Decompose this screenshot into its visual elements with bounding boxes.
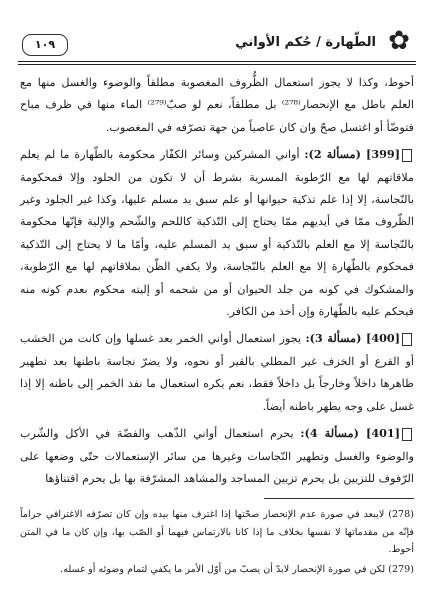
issue-number: [400] (مسألة 3): bbox=[305, 331, 401, 346]
paragraph-issue-401: [401] (مسألة 4): يحرم استعمال أواني الذّهب والفضّة في الأكل والشّرب والوضوء والغسل وتطهير النّجاسات وغيرها من سائر الإستعمالات حتّى وضعها على الرّفوف للتزيين بل يحرم تزيين المساجد والمشاهد المشرّفة بها بل يحرم اقتناؤها bbox=[20, 426, 415, 485]
page-number: ۱۰۹ bbox=[22, 34, 68, 56]
header-rule bbox=[18, 61, 416, 62]
bracket-marker-icon bbox=[402, 428, 412, 441]
bracket-marker-icon bbox=[402, 333, 412, 346]
main-text bbox=[20, 72, 414, 494]
bracket-marker-icon bbox=[402, 149, 412, 162]
running-title: الطّهارة / حُكم الأواني bbox=[235, 35, 376, 50]
issue-number: [401] (مسألة 4): bbox=[300, 426, 400, 441]
footnotes bbox=[20, 506, 414, 580]
footnote-279: (279) لكن في صورة الإنحصار لابدّ أن يصبّ من أوّل الأمر ما يكفي لتمام وضوئه أو غسله. bbox=[60, 563, 414, 575]
footnote-separator bbox=[264, 498, 414, 499]
footnote-278: (278) لايبعد في صورة عدم الإنحصار صحّتها إذا اغترف منها بيده وإن كان تصرّفه الاغترافي حراماً فإنّه من مقدماتها لا نفسها بخلاف ما إذا كانا بالارتماس فيهما أو الصّب بها، وإن كان ما في المتن أحوط. bbox=[20, 509, 414, 555]
paragraph-issue-399: [399] (مسألة 2): أواني المشركين وسائر الكفّار محكومة بالطّهارة ما لم يعلم ملاقاتهم لها مع الرّطوبة المسرية بشرط أن لا تكون من الجلود وإلا فمحكومة بالنّجاسة، إلا إذا علم تذكية حيوانها أو علم سبق يد مسلم عليها، وكذا غير الجلود وغير الظّروف ممّا في أيديهم ممّا يحتاج إلى التّذكية كاللحم والشّحم والإلية فإنّها محكومة بالنّجاسة إلا مع العلم بالتّذكية أو سبق يد المسلم عليه، وأمّا ما لا يحتاج إلى التّذكية فمحكوم بالطّهارة إلا مع العلم بالنّجاسة، ولا يكفي الظّن بملاقاتهم لها مع الرّطوبة، والمشكوك في كونه من جلد الحيوان أو من شحمه أو إليته محكوم بعدم كونه منه فيحكم عليه بالطّهارة وإن أخذ من الكافر. bbox=[20, 147, 415, 319]
paragraph-continuation: أحوط، وكذا لا يجوز استعمال الظُّروف المغصوبة مطلقاً والوضوء والغسل منها مع العلم باطل مع الإنحصار⁽²⁷⁸⁾ بل مطلقاً، نعم لو صبّ⁽²⁷⁹⁾ الماء منها في ظرف مباح فتوضّأ أو اغتسل صحّ وان كان عاصياً من جهة تصرّفه في المغصوب. bbox=[20, 76, 414, 134]
page-header bbox=[18, 26, 416, 60]
header-rule-thin bbox=[18, 64, 416, 65]
flower-ornament-icon: ✿ bbox=[388, 26, 410, 56]
paragraph-issue-400: [400] (مسألة 3): يجوز استعمال أواني الخمر بعد غسلها وإن كانت من الخشب أو القرع أو الخزف غير المطلي بالقير أو نحوه، ولا يضرّ نجاسة باطنها بعد تطهير ظاهرها داخلاً وخارجاً بل داخلاً فقط، نعم يكره استعمال ما نفذ الخمر إلى باطنه إلا إذا غسل على وجه يطهر باطنه أيضاً. bbox=[20, 331, 414, 413]
issue-number: [399] (مسألة 2): bbox=[304, 147, 400, 162]
